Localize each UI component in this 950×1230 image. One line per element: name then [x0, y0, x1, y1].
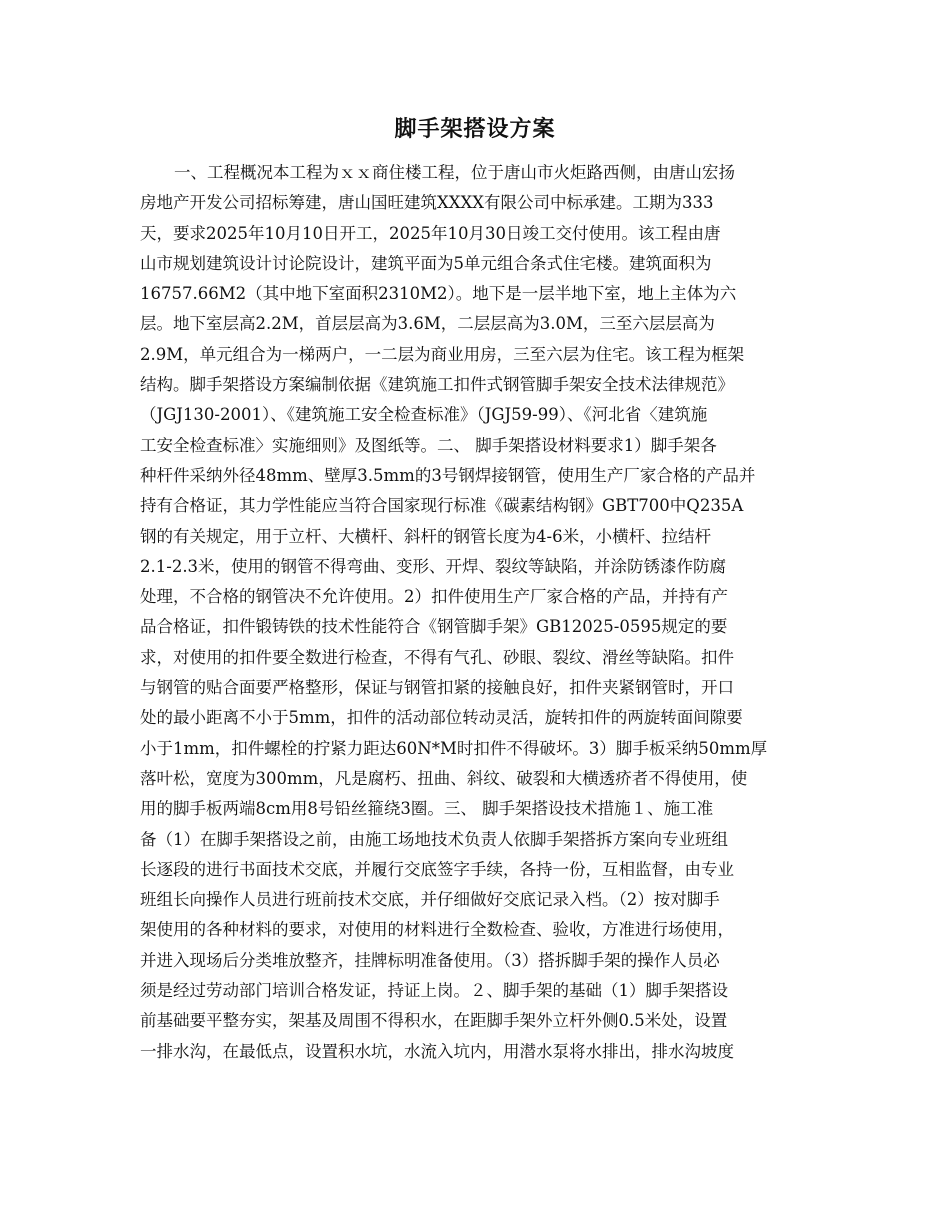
- text-line: 山市规划建筑设计讨论院设计，建筑平面为5单元组合条式住宅楼。建筑面积为: [140, 253, 712, 273]
- text-line: 结构。脚手架搭设方案编制依据《建筑施工扣件式钢管脚手架安全技术法律规范》: [140, 375, 734, 395]
- text-line: 房地产开发公司招标筹建，唐山国旺建筑XXXX有限公司中标承建。工期为333: [140, 193, 714, 213]
- text-line: 16757.66M2（其中地下室面积2310M2）。地下是一层半地下室，地上主体为六: [140, 284, 737, 304]
- text-line: 品合格证，扣件锻铸铁的技术性能符合《钢管脚手架》GB12025-0595规定的要: [140, 617, 728, 637]
- text-line: 与钢管的贴合面要严格整形，保证与钢管扣紧的接触良好，扣件夹紧钢管时，开口: [140, 678, 734, 698]
- text-line: 层。地下室层高2.2M，首层层高为3.6M，二层层高为3.0M，三至六层层高为: [140, 314, 715, 334]
- text-line: 种杆件采纳外径48mm、壁厚3.5mm的3号钢焊接钢管，使用生产厂家合格的产品并: [140, 465, 756, 485]
- text-line: 持有合格证，其力学性能应当符合国家现行标准《碳素结构钢》GBT700中Q235A: [140, 496, 744, 516]
- text-line: 并进入现场后分类堆放整齐，挂牌标明准备使用。（3）搭拆脚手架的操作人员必: [140, 950, 720, 970]
- text-line: 处理，不合格的钢管决不允许使用。2）扣件使用生产厂家合格的产品，并持有产: [140, 587, 728, 607]
- text-line: 工安全检查标准〉实施细则》及图纸等。二、 脚手架搭设材料要求1）脚手架各: [140, 435, 717, 455]
- text-line: （JGJ130-2001）、《建筑施工安全检查标准》（JGJ59-99）、《河北省〈建筑施: [140, 405, 708, 425]
- text-line: 2.1-2.3米，使用的钢管不得弯曲、变形、开焊、裂纹等缺陷，并涂防锈漆作防腐: [140, 556, 727, 576]
- text-line: 班组长向操作人员进行班前技术交底，并仔细做好交底记录入档。（2）按对脚手: [140, 890, 720, 910]
- text-line: 小于1mm，扣件螺栓的拧紧力距达60N*M时扣件不得破坏。3）脚手板采纳50mm厚: [140, 738, 768, 758]
- document-title: 脚手架搭设方案: [394, 116, 556, 142]
- text-line: 须是经过劳动部门培训合格发证，持证上岗。２、脚手架的基础（1）脚手架搭设: [140, 981, 728, 1001]
- text-line: 架使用的各种材料的要求，对使用的材料进行全数检查、验收，方准进行场使用，: [140, 920, 734, 940]
- text-line: 前基础要平整夯实，架基及周围不得积水，在距脚手架外立杆外侧0.5米处，设置: [140, 1011, 728, 1031]
- text-line: 2.9M，单元组合为一梯两户，一二层为商业用房，三至六层为住宅。该工程为框架: [140, 344, 745, 364]
- text-line: 用的脚手板两端8cm用8号铅丝箍绕3圈。三、 脚手架搭设技术措施１、施工准: [140, 799, 714, 819]
- text-line: 天，要求2025年10月10日开工，2025年10月30日竣工交付使用。该工程由唐: [140, 223, 721, 243]
- text-line: 求，对使用的扣件要全数进行检查，不得有气孔、砂眼、裂纹、滑丝等缺陷。扣件: [140, 647, 734, 667]
- text-line: 一、工程概况本工程为ｘｘ商住楼工程，位于唐山市火炬路西侧，由唐山宏扬: [174, 163, 735, 182]
- text-line: 长逐段的进行书面技术交底，并履行交底签字手续，各持一份，互相监督，由专业: [140, 859, 734, 879]
- text-line: 钢的有关规定，用于立杆、大横杆、斜杆的钢管长度为4-6米，小横杆、拉结杆: [140, 526, 712, 546]
- text-line: 落叶松，宽度为300mm，凡是腐朽、扭曲、斜纹、破裂和大横透疥者不得使用，使: [140, 768, 748, 788]
- text-line: 处的最小距离不小于5mm，扣件的活动部位转动灵活，旋转扣件的两旋转面间隙要: [140, 708, 743, 728]
- text-line: 备（1）在脚手架搭设之前，由施工场地技术负责人依脚手架搭拆方案向专业班组: [140, 829, 728, 849]
- text-line: 一排水沟，在最低点，设置积水坑，水流入坑内，用潜水泵将水排出，排水沟坡度: [140, 1041, 734, 1061]
- document-body: [140, 158, 820, 1067]
